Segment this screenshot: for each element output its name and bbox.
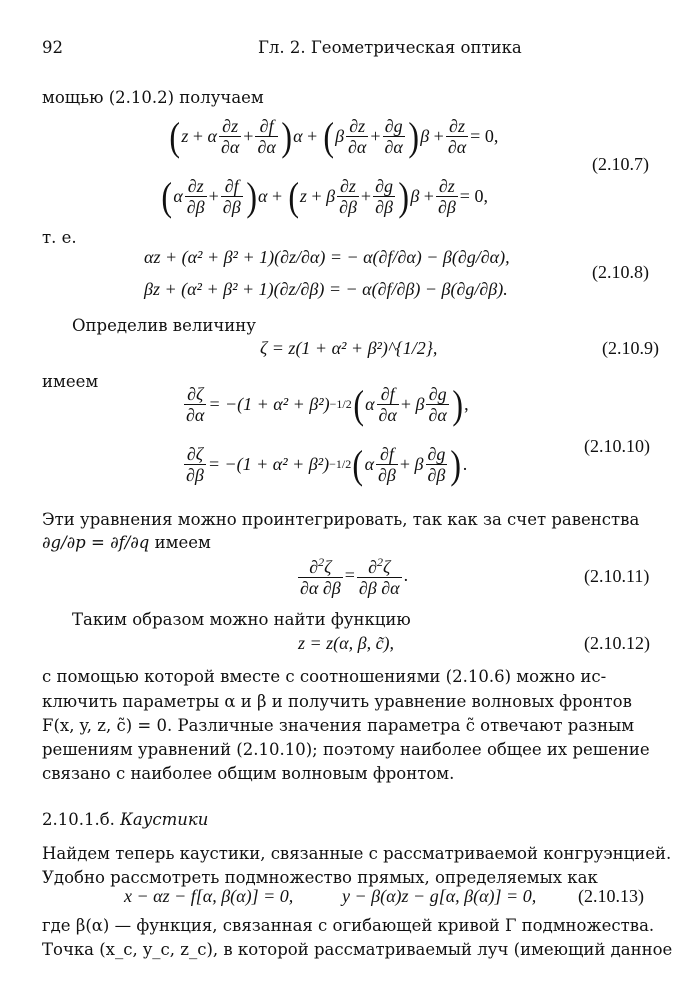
eq-2-10-7-end2: = 0, <box>459 186 488 206</box>
eq-2-10-11: $\frac{\partial^2\zeta}{\partial\alpha \partial\beta}$ = $\frac{\partial^2\zeta}{\partial\beta \partial\alpha}$ . <box>296 552 408 598</box>
eq-2-10-12-formula: z = z(α, β, c̃), <box>298 633 395 653</box>
eq-2-10-13-right: y − β(α)z − g[α, β(α)] = 0, <box>342 886 537 906</box>
running-title: Гл. 2. Геометрическая оптика <box>258 38 522 57</box>
eq-2-10-13-left: x − αz − f[α, β(α)] = 0, <box>124 886 294 906</box>
para5-line1: где β(α) — функция, связанная с огибающей кривой Γ подмножества. <box>42 916 655 935</box>
para3-line3: F(x, y, z, c̃) = 0. Различные значения параметра c̃ отвечают разным <box>42 716 635 735</box>
te-text: т. е. <box>42 228 77 247</box>
para1-line2 <box>42 531 211 555</box>
eq-2-10-10-factor1: = −(1 + α² + β²) <box>208 394 330 414</box>
para2: Таким образом можно найти функцию <box>72 610 411 629</box>
eq-2-10-10-number: (2.10.10) <box>584 436 650 456</box>
eq-2-10-10-factor2: = −(1 + α² + β²) <box>207 454 330 474</box>
imeem-text: имеем <box>42 372 99 391</box>
para1-line1: Эти уравнения можно проинтегрировать, так как за счет равенства <box>42 510 640 529</box>
para3-line5: связано с наиболее общим волновым фронтом. <box>42 764 455 783</box>
para1-math: ∂g/∂p = ∂f/∂q <box>42 533 150 552</box>
eq-2-10-8-number: (2.10.8) <box>592 262 649 282</box>
para3-line1: с помощью которой вместе с соотношениями (2.10.6) можно ис- <box>42 667 607 686</box>
eq-2-10-8-line1: αz + (α² + β² + 1)(∂z/∂α) = − α(∂f/∂α) − β(∂g/∂α), <box>144 247 510 267</box>
page-number: 92 <box>42 38 63 57</box>
eq-2-10-9-number: (2.10.9) <box>602 338 659 358</box>
para5-line2: Точка (x_c, y_c, z_c), в которой рассматриваемый луч (имеющий данное <box>42 940 673 959</box>
eq-2-10-12-number: (2.10.12) <box>584 633 650 653</box>
define-text: Определив величину <box>72 316 256 335</box>
eq-2-10-7-end1: = 0, <box>470 126 499 146</box>
section-title: Каустики <box>120 810 209 829</box>
eq-2-10-10-line1: $\frac{\partial\zeta}{\partial\alpha}$ = −(1 + α² + β²) −1/2 ( α $\frac{\partial f}{\partial\alpha}$ + β $\frac{\partial g}{\partial\alpha}$ ) , <box>186 381 469 427</box>
para1-imeem: имеем <box>154 533 211 552</box>
intro-text: мощью (2.10.2) получаем <box>42 88 264 107</box>
para3-line4: решениям уравнений (2.10.10); поэтому наиболее общее их решение <box>42 740 650 759</box>
eq-2-10-8-line2: βz + (α² + β² + 1)(∂z/∂β) = − α(∂f/∂β) − β(∂g/∂β). <box>144 279 508 299</box>
eq-2-10-9-formula: ζ = z(1 + α² + β²)^{1/2}, <box>260 338 438 358</box>
para3-line2: ключить параметры α и β и получить уравнение волновых фронтов <box>42 692 632 711</box>
eq-2-10-13-number: (2.10.13) <box>578 886 644 906</box>
eq-2-10-7-line2: ( α $\frac{\partial z}{\partial\beta}$ + $\frac{\partial f}{\partial\beta}$ ) α + ( z + β $\frac{\partial z}{\partial\beta}$ + $\frac{\partial g}{\partial\beta}$ ) β + $\frac{\partial z}{\partial\beta}$ = 0, <box>161 173 488 219</box>
para4-line1: Найдем теперь каустики, связанные с рассматриваемой конгруэнцией. <box>42 844 672 863</box>
section-heading <box>42 808 208 832</box>
eq-2-10-10-line2: $\frac{\partial\zeta}{\partial\beta}$ = −(1 + α² + β²) −1/2 ( α $\frac{\partial f}{\partial\beta}$ + β $\frac{\partial g}{\partial\beta}$ ) . <box>186 441 468 487</box>
para4-line2: Удобно рассмотреть подмножество прямых, определяемых как <box>42 868 598 887</box>
eq-2-10-11-number: (2.10.11) <box>584 566 650 586</box>
section-number: 2.10.1.б. <box>42 810 115 829</box>
eq-2-10-7-number: (2.10.7) <box>592 154 649 174</box>
eq-2-10-7-line1: ( z + α $\frac{\partial z}{\partial\alpha}$ + $\frac{\partial f}{\partial\alpha}$ ) α + ( β $\frac{\partial z}{\partial\alpha}$ + $\frac{\partial g}{\partial\alpha}$ ) β + $\frac{\partial z}{\partial\alpha}$ = 0, <box>169 113 499 159</box>
